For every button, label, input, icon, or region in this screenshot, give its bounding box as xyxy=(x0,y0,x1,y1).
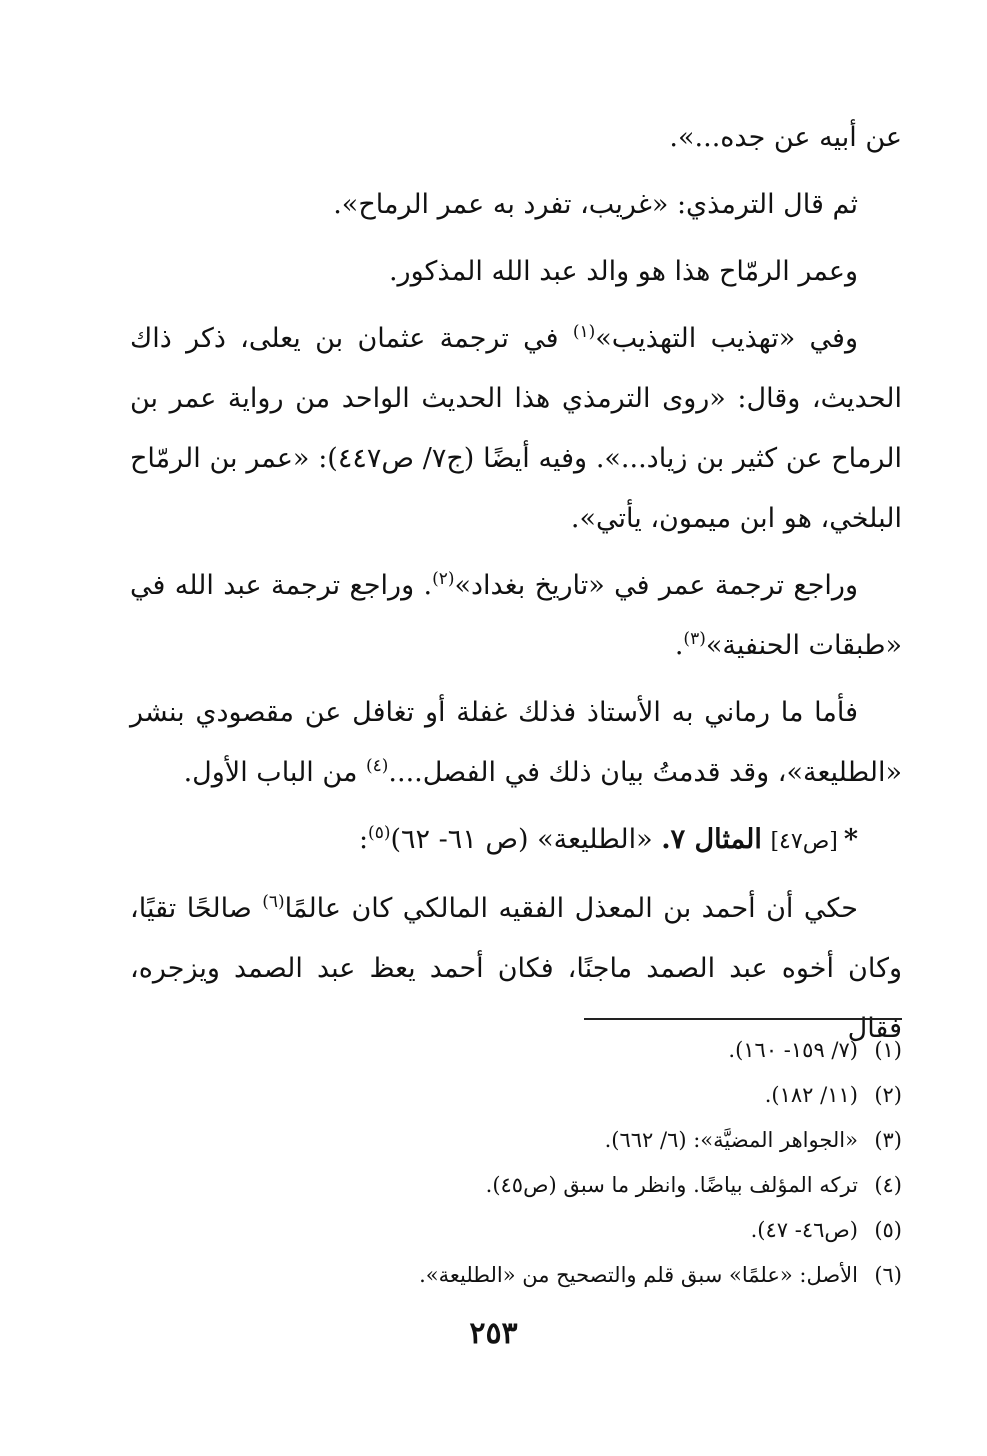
paragraph-5 xyxy=(130,556,902,676)
paragraph-8-text-a: حكي أن أحمد بن المعذل الفقيه المالكي كان عالمًا xyxy=(284,893,858,924)
footnote-text: «الجواهر المضيَّة»: (٦/ ٦٦٢). xyxy=(604,1128,858,1152)
footnote-number: (٤) xyxy=(874,1173,902,1197)
asterisk-marker: * xyxy=(843,824,858,855)
original-page-marker: [ص٤٧] xyxy=(770,829,838,854)
paragraph-5-text-a: وراجع ترجمة عمر في «تاريخ بغداد» xyxy=(454,570,858,601)
footnote-ref-5[interactable]: (٥) xyxy=(368,823,391,843)
footnote-number: (٢) xyxy=(874,1083,902,1107)
footnote-ref-2[interactable]: (٢) xyxy=(432,569,455,589)
footnote-ref-4[interactable]: (٤) xyxy=(365,756,389,776)
footnote-1 xyxy=(130,1028,902,1073)
footnote-divider xyxy=(584,1018,902,1020)
page-number: ٢٥٣ xyxy=(469,1316,518,1351)
paragraph-2-text: ثم قال الترمذي: «غريب، تفرد به عمر الرماح». xyxy=(333,189,858,220)
footnote-number: (١) xyxy=(874,1038,902,1062)
footnote-2 xyxy=(130,1073,902,1118)
footnote-text: (٧/ ١٥٩- ١٦٠). xyxy=(728,1038,858,1062)
footnote-6 xyxy=(130,1253,902,1298)
footnote-text: (١١/ ١٨٢). xyxy=(764,1083,858,1107)
paragraph-3-text: وعمر الرمّاح هذا هو والد عبد الله المذكور. xyxy=(388,256,858,287)
paragraph-1-text: عن أبيه عن جده...». xyxy=(669,122,902,153)
paragraph-6-text-b: من الباب الأول. xyxy=(183,757,366,788)
main-text xyxy=(130,108,902,1059)
footnotes xyxy=(130,1028,902,1298)
footnote-number: (٣) xyxy=(874,1128,902,1152)
footnote-3 xyxy=(130,1118,902,1163)
footnote-4 xyxy=(130,1163,902,1208)
paragraph-7-end: : xyxy=(358,824,369,855)
paragraph-4-text-a: وفي «تهذيب التهذيب» xyxy=(595,323,858,354)
paragraph-4-text-b: في ترجمة عثمان بن يعلى، ذكر ذاك الحديث، وقال: «روى الترمذي هذا الحديث الواحد من رواية عمر بن الرماح عن كثير بن زياد...». وفيه أيضًا (ج٧/ ص٤٤٧): «عمر بن الرمّاح البلخي، هو ابن ميمون، يأتي». xyxy=(130,323,902,534)
paragraph-5-text-c: . xyxy=(674,630,684,661)
footnote-ref-3[interactable]: (٣) xyxy=(683,629,706,649)
footnote-text: (ص٤٦- ٤٧). xyxy=(750,1218,858,1242)
paragraph-8-text-b: صالحًا تقيًا، وكان أخوه عبد الصمد ماجنًا، فكان أحمد يعظ عبد الصمد ويزجره، فقال xyxy=(130,893,902,1044)
footnote-number: (٥) xyxy=(874,1218,902,1242)
footnote-number: (٦) xyxy=(874,1263,902,1287)
paragraph-3 xyxy=(130,242,902,302)
paragraph-5-text-b: . وراجع ترجمة عبد الله في «طبقات الحنفية» xyxy=(130,570,902,661)
paragraph-7-text: «الطليعة» (ص ٦١- ٦٢) xyxy=(390,824,662,855)
paragraph-6-text-a: فأما ما رماني به الأستاذ فذلك غفلة أو تغافل عن مقصودي بنشر «الطليعة»، وقد قدمتُ بيان ذلك في الفصل.... xyxy=(130,697,902,788)
footnote-5 xyxy=(130,1208,902,1253)
paragraph-6 xyxy=(130,683,902,803)
paragraph-4 xyxy=(130,309,902,549)
paragraph-1 xyxy=(130,108,902,168)
footnote-ref-1[interactable]: (١) xyxy=(572,322,596,342)
footnote-ref-6[interactable]: (٦) xyxy=(262,892,285,912)
example-heading: المثال ٧. xyxy=(661,824,762,855)
paragraph-7 xyxy=(130,810,902,872)
footnote-text: تركه المؤلف بياضًا. وانظر ما سبق (ص٤٥). xyxy=(485,1173,858,1197)
paragraph-2 xyxy=(130,175,902,235)
footnote-text: الأصل: «علمًا» سبق قلم والتصحيح من «الطليعة». xyxy=(419,1263,858,1287)
